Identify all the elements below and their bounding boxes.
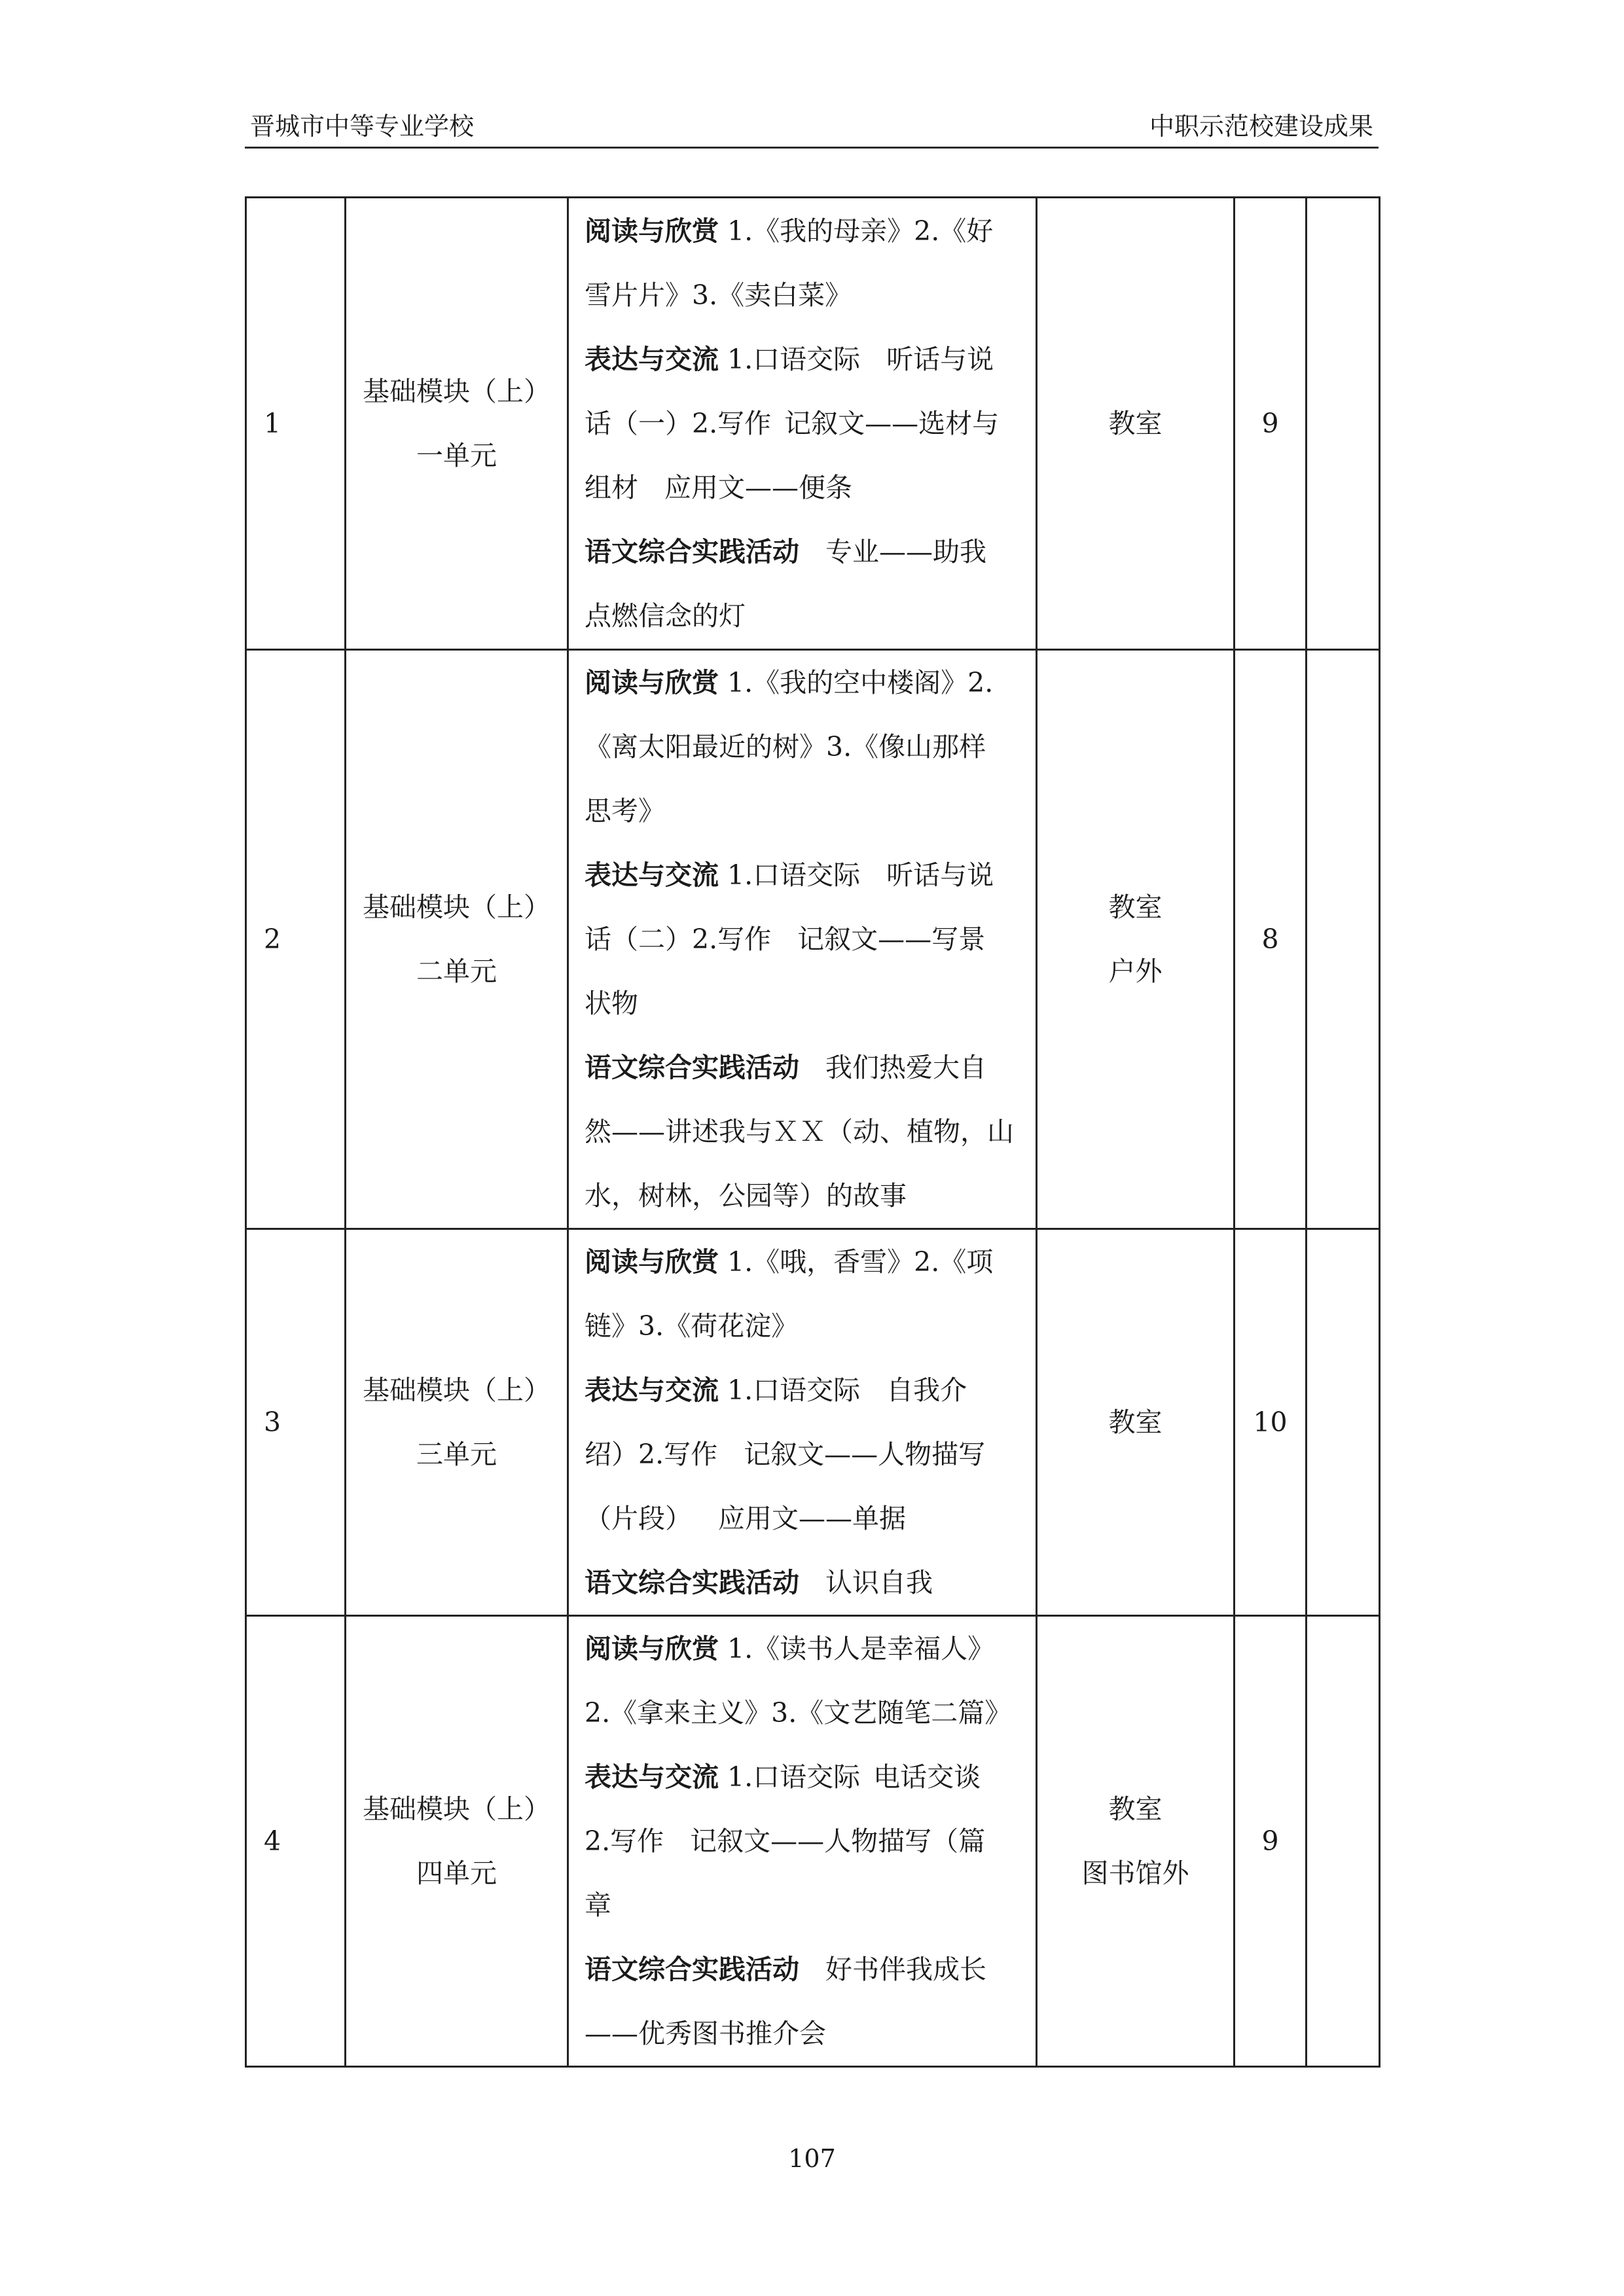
content-cell xyxy=(568,650,1037,1229)
content-text: 记叙文——写景 xyxy=(797,924,986,955)
page-number: 107 xyxy=(788,2144,836,2173)
content-cell xyxy=(568,198,1037,650)
content-cell xyxy=(568,1229,1037,1616)
table-row xyxy=(246,1616,1380,2067)
content-text: 应用文——单据 xyxy=(718,1503,906,1534)
place-text: 教室 xyxy=(1108,891,1163,923)
content-text: 绍）2.写作 xyxy=(585,1439,718,1470)
curriculum-table xyxy=(245,196,1380,2068)
place-text: 教室 xyxy=(1108,408,1163,439)
module-name: 基础模块（上） xyxy=(363,1793,550,1825)
row-number: 3 xyxy=(246,1229,346,1616)
content-text: 我们热爱大自 xyxy=(825,1052,986,1083)
header-subtitle: 中职示范校建设成果 xyxy=(1149,112,1373,141)
module-cell xyxy=(346,1616,568,2067)
module-cell xyxy=(346,198,568,650)
empty-cell xyxy=(1307,1229,1380,1616)
content-text: 链》3.《荷花淀》 xyxy=(585,1310,799,1342)
content-text: 1.口语交际 xyxy=(727,344,861,375)
table-row xyxy=(246,198,1380,650)
section-label: 表达与交流 xyxy=(585,1761,719,1793)
section-label: 语文综合实践活动 xyxy=(585,1954,799,1985)
content-text: 听话与说 xyxy=(886,859,994,891)
empty-cell xyxy=(1307,1616,1380,2067)
content-text: 自我介 xyxy=(886,1374,967,1406)
module-name: 基础模块（上） xyxy=(363,376,550,407)
content-text: 2.写作 xyxy=(585,1825,664,1857)
hours-cell: 9 xyxy=(1235,1616,1307,2067)
content-cell xyxy=(568,1616,1037,2067)
content-text: 1.《读书人是幸福人》 xyxy=(727,1633,995,1664)
content-text: （片段） xyxy=(585,1503,692,1534)
content-text: 1.《哦，香雪》2.《项 xyxy=(727,1246,994,1278)
place-cell xyxy=(1037,1616,1235,2067)
row-number: 1 xyxy=(246,198,346,650)
section-label: 语文综合实践活动 xyxy=(585,1052,799,1083)
content-text: 听话与说 xyxy=(886,344,994,375)
place-cell xyxy=(1037,1229,1235,1616)
table-row xyxy=(246,650,1380,1229)
school-name: 晋城市中等专业学校 xyxy=(250,112,475,141)
content-text: 章 xyxy=(585,1890,611,1921)
content-text: 好书伴我成长 xyxy=(825,1954,986,1985)
module-cell xyxy=(346,1229,568,1616)
empty-cell xyxy=(1307,198,1380,650)
unit-name: 三单元 xyxy=(416,1439,497,1470)
section-label: 语文综合实践活动 xyxy=(585,536,799,567)
content-text: 1.《我的母亲》2.《好 xyxy=(727,215,994,247)
module-cell xyxy=(346,650,568,1229)
content-text: 然——讲述我与ＸＸ（动、植物，山 xyxy=(585,1116,1014,1147)
unit-name: 四单元 xyxy=(416,1857,497,1889)
place-cell xyxy=(1037,198,1235,650)
place-text: 教室 xyxy=(1108,1793,1163,1825)
content-text: 记叙文——人物描写 xyxy=(744,1439,986,1470)
section-label: 阅读与欣赏 xyxy=(585,215,719,247)
content-text: 话（一）2.写作 xyxy=(585,408,772,439)
content-text: 话（二）2.写作 xyxy=(585,924,772,955)
unit-name: 一单元 xyxy=(416,440,497,471)
unit-name: 二单元 xyxy=(416,956,497,987)
place-text: 图书馆外 xyxy=(1081,1857,1189,1889)
page-header xyxy=(245,110,1379,149)
content-text: ——优秀图书推介会 xyxy=(585,2018,826,2049)
content-text: 记叙文——选材与 xyxy=(784,408,1000,439)
content-text: 《离太阳最近的树》3.《像山那样 xyxy=(585,731,986,762)
section-label: 阅读与欣赏 xyxy=(585,667,719,698)
module-name: 基础模块（上） xyxy=(363,891,550,923)
content-text: 认识自我 xyxy=(825,1567,933,1598)
content-text: 应用文——便条 xyxy=(664,472,852,503)
empty-cell xyxy=(1307,650,1380,1229)
table-row xyxy=(246,1229,1380,1616)
content-text: 专业——助我 xyxy=(825,536,986,567)
hours-cell: 10 xyxy=(1235,1229,1307,1616)
section-label: 阅读与欣赏 xyxy=(585,1246,719,1278)
content-text: 点燃信念的灯 xyxy=(585,600,746,632)
hours-cell: 8 xyxy=(1235,650,1307,1229)
content-text: 1.口语交际 xyxy=(727,1761,861,1793)
row-number: 2 xyxy=(246,650,346,1229)
content-text: 1.《我的空中楼阁》2. xyxy=(727,667,994,698)
content-text: 记叙文——人物描写（篇 xyxy=(690,1825,986,1857)
section-label: 表达与交流 xyxy=(585,1374,719,1406)
module-name: 基础模块（上） xyxy=(363,1374,550,1406)
content-text: 状物 xyxy=(585,988,638,1019)
hours-cell: 9 xyxy=(1235,198,1307,650)
content-text: 2.《拿来主义》3.《文艺随笔二篇》 xyxy=(585,1697,1012,1729)
section-label: 阅读与欣赏 xyxy=(585,1633,719,1664)
content-text: 电话交谈 xyxy=(873,1761,981,1793)
place-text: 户外 xyxy=(1108,956,1163,987)
content-text: 1.口语交际 xyxy=(727,859,861,891)
content-text: 组材 xyxy=(585,472,638,503)
row-number: 4 xyxy=(246,1616,346,2067)
content-text: 1.口语交际 xyxy=(727,1374,861,1406)
content-text: 水，树林，公园等）的故事 xyxy=(585,1180,907,1211)
content-text: 雪片片》3.《卖白菜》 xyxy=(585,279,852,311)
content-text: 思考》 xyxy=(585,795,665,827)
section-label: 语文综合实践活动 xyxy=(585,1567,799,1598)
place-text: 教室 xyxy=(1108,1407,1163,1438)
section-label: 表达与交流 xyxy=(585,344,719,375)
place-cell xyxy=(1037,650,1235,1229)
section-label: 表达与交流 xyxy=(585,859,719,891)
